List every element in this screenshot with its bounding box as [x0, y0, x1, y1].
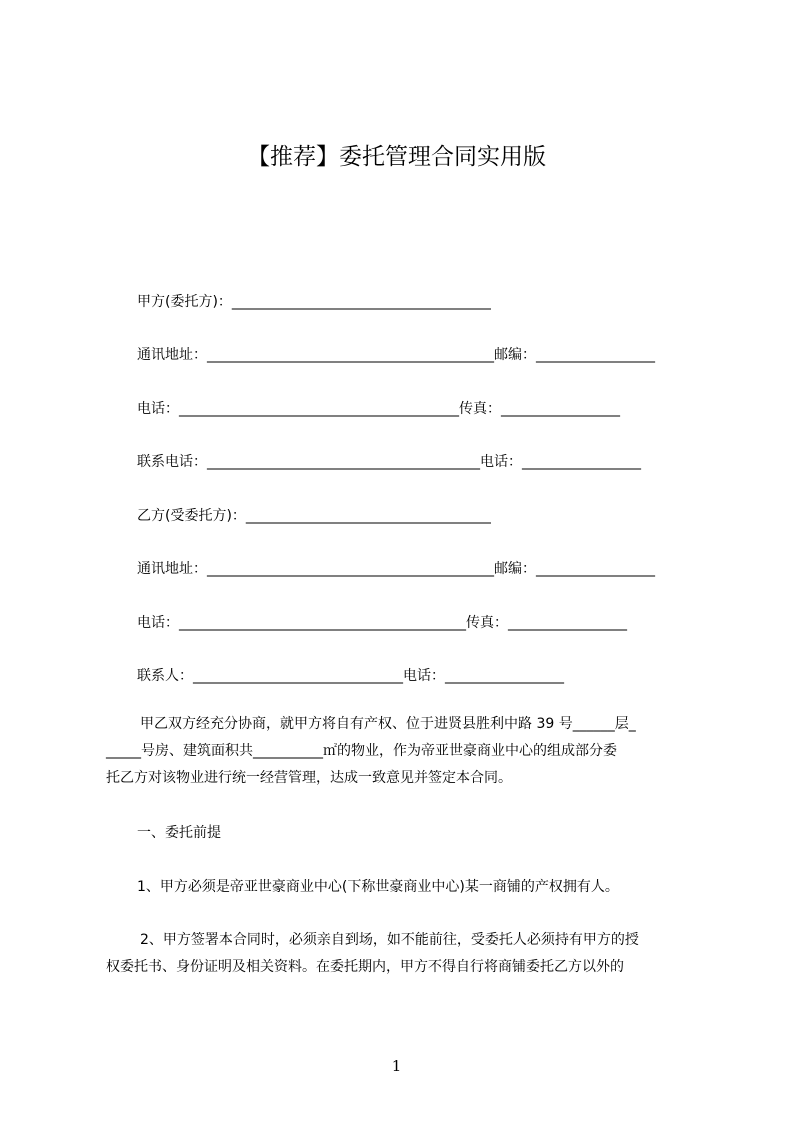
clause-2-line-1: 2、甲方签署本合同时，必须亲自到场，如不能前往，受委托人必须持有甲方的授	[140, 932, 639, 948]
intro-line-3: 托乙方对该物业进行统一经营管理，达成一致意见并签定本合同。	[106, 770, 512, 786]
intro-line-1: 甲乙双方经充分协商，就甲方将自有产权、位于进贤县胜利中路 39 号______层_	[140, 716, 636, 732]
intro-paragraph	[106, 711, 700, 792]
party-b-contact-line: 联系人：______________________________电话：_________________	[137, 668, 564, 684]
party-b-phone-fax-line: 电话：_________________________________________传真：_________________	[137, 615, 627, 631]
intro-line-2: _____号房、建筑面积共__________㎡的物业，作为帝亚世豪商业中心的组成部分委	[106, 743, 617, 759]
section-1-heading: 一、委托前提	[137, 825, 221, 841]
clause-1: 1、甲方必须是帝亚世豪商业中心(下称世豪商业中心)某一商铺的产权拥有人。	[137, 879, 619, 895]
party-b-address-line: 通讯地址：_________________________________________邮编：_________________	[137, 561, 655, 577]
party-b-name-line: 乙方(受委托方)：___________________________________	[137, 508, 491, 524]
party-a-phone-fax-line: 电话：________________________________________传真：_________________	[137, 401, 620, 417]
clause-2-paragraph	[106, 927, 700, 981]
document-title: 【推荐】委托管理合同实用版	[247, 144, 546, 170]
party-a-contact-line: 联系电话：_______________________________________电话：_________________	[137, 454, 641, 470]
party-a-name-line: 甲方(委托方)：_____________________________________	[137, 294, 491, 310]
party-a-address-line: 通讯地址：_________________________________________邮编：_________________	[137, 347, 655, 363]
clause-2-line-2: 权委托书、身份证明及相关资料。在委托期内，甲方不得自行将商铺委托乙方以外的	[106, 959, 624, 975]
page-number: 1	[391, 1057, 402, 1075]
